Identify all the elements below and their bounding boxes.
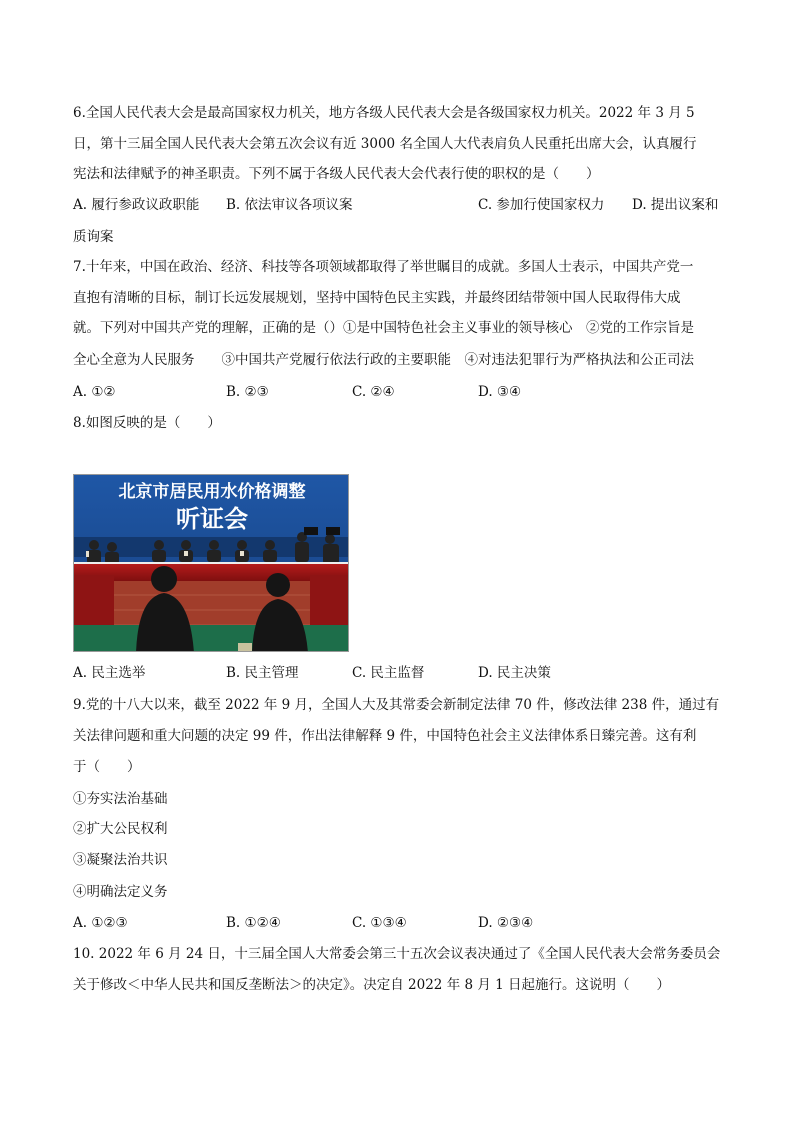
q7-stem-line-1: 7.十年来，中国在政治、经济、科技等各项领域都取得了举世瞩目的成就。多国人士表示，中国共产党一 [73,259,694,275]
q7-option-d: D. ③④ [478,384,522,400]
q8-stem: 8.如图反映的是（ ） [73,415,221,431]
q7-option-c: C. ②④ [352,384,395,400]
hearing-photo [73,474,349,652]
q7-option-a: A. ①② [73,384,116,400]
q9-stem-line-1: 9.党的十八大以来，截至 2022 年 9 月，全国人大及其常委会新制定法律 70 件，修改法律 238 件，通过有 [73,697,720,713]
q6-option-a: A. 履行参政议政职能 [73,197,200,213]
q9-option-c: C. ①③④ [352,915,407,931]
q9-item-2: ②扩大公民权利 [73,821,168,837]
q9-item-1: ①夯实法治基础 [73,791,168,807]
q8-option-b: B. 民主管理 [226,665,299,681]
q8-option-a: A. 民主选举 [73,665,146,681]
q6-stem-line-3: 宪法和法律赋予的神圣职责。下列不属于各级人民代表大会代表行使的职权的是（ ） [73,166,600,182]
q10-stem-line-2: 关于修改＜中华人民共和国反垄断法＞的决定》。决定自 2022 年 8 月 1 日起施行。这说明（ ） [73,977,671,993]
q9-option-b: B. ①②④ [226,915,281,931]
q9-item-4: ④明确法定义务 [73,884,168,900]
q7-stem-line-2: 直抱有清晰的目标，制订长远发展规划，坚持中国特色民主实践，并最终团结带领中国人民取得伟大成 [73,290,681,306]
q9-option-d: D. ②③④ [478,915,534,931]
hearing-photo-illustration [74,475,349,652]
q6-option-c: C. 参加行使国家权力 [478,197,605,213]
q10-stem-line-1: 10. 2022 年 6 月 24 日，十三届全国人大常委会第三十五次会议表决通过了《全国人民代表大会常务委员会 [73,946,721,962]
q6-stem-line-1: 6.全国人民代表大会是最高国家权力机关，地方各级人民代表大会是各级国家权力机关。2022 年 3 月 5 [73,105,695,121]
q9-stem-line-3: 于（ ） [73,759,141,775]
q6-option-b: B. 依法审议各项议案 [226,197,353,213]
q6-stem-line-2: 日，第十三届全国人民代表大会第五次会议有近 3000 名全国人大代表肩负人民重托出席大会，认真履行 [73,136,697,152]
banner-line-1: 北京市居民用水价格调整 [118,482,306,502]
q7-stem-line-3: 就。下列对中国共产党的理解，正确的是（）①是中国特色社会主义事业的领导核心 ②党的工作宗旨是 [73,320,694,336]
banner-line-2: 听证会 [176,504,248,533]
q9-item-3: ③凝聚法治共识 [73,852,168,868]
q6-option-d-continuation: 质询案 [73,229,114,245]
q7-stem-line-4: 全心全意为人民服务 ③中国共产党履行依法行政的主要职能 ④对违法犯罪行为严格执法和公正司法 [73,352,694,368]
q7-option-b: B. ②③ [226,384,269,400]
q8-option-d: D. 民主决策 [478,665,551,681]
q9-option-a: A. ①②③ [73,915,128,931]
q8-option-c: C. 民主监督 [352,665,425,681]
q6-option-d: D. 提出议案和 [632,197,719,213]
q9-stem-line-2: 关法律问题和重大问题的决定 99 件，作出法律解释 9 件，中国特色社会主义法律体系日臻完善。这有利 [73,728,697,744]
